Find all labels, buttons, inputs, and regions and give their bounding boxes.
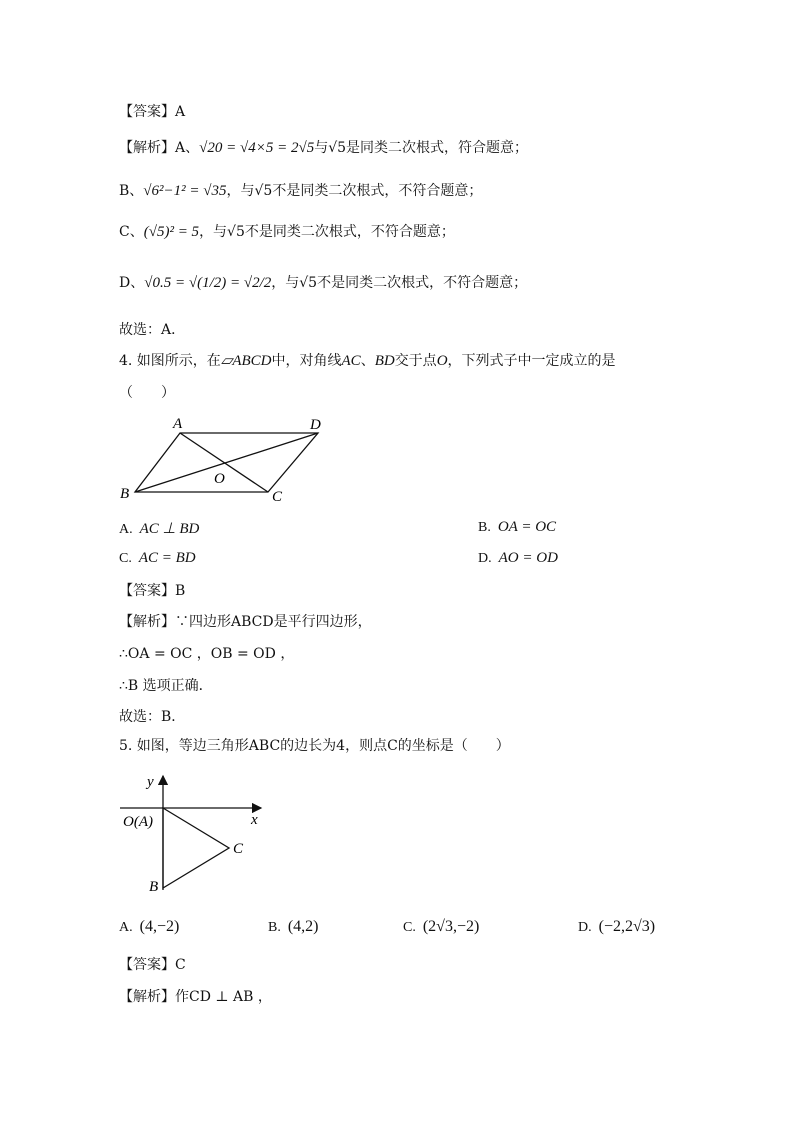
analysis-text: 与√5是同类二次根式，符合题意； [314, 140, 529, 156]
analysis-label: 【解析】 [119, 140, 175, 156]
q4-analysis-2: ∴OA = OC ，OB = OD ， [119, 646, 295, 662]
label-b: B [120, 486, 130, 502]
label-c: C [272, 489, 283, 505]
q4-option-c [119, 550, 196, 567]
coordinate-diagram [115, 768, 275, 898]
stem-text: 4. 如图所示，在 [119, 353, 221, 369]
option-text: (−2,2√3) [598, 918, 656, 935]
option-prefix: A、 [175, 140, 200, 156]
q5-analysis-1 [119, 986, 272, 1008]
analysis-label: 【解析】 [119, 989, 175, 1005]
q5-option-a [119, 918, 179, 936]
option-letter: C. [403, 920, 416, 935]
option-letter: D. [578, 920, 592, 935]
stem-var: AC [341, 353, 361, 369]
label-c: C [233, 841, 244, 857]
option-letter: A. [119, 522, 133, 537]
q4-answer: 【答案】B [119, 583, 186, 599]
label-a: A [173, 416, 183, 432]
label-b: B [149, 879, 159, 895]
analysis-text: ，与√5不是同类二次根式，不符合题意； [226, 183, 483, 199]
q3-answer: 【答案】A [119, 104, 186, 120]
option-letter: C. [119, 551, 132, 566]
label-x: x [251, 812, 258, 828]
option-prefix: C、 [119, 224, 144, 240]
option-letter: B. [268, 920, 281, 935]
q5-answer: 【答案】C [119, 957, 186, 973]
triangle-abc [163, 808, 229, 888]
math-expression: (√5)² = 5 [143, 224, 200, 240]
q4-analysis-3: ∴B 选项正确． [119, 678, 213, 694]
q3-analysis-d [119, 272, 527, 294]
analysis-text: 作CD ⊥ AB ， [175, 989, 272, 1005]
q3-analysis-a [119, 137, 528, 159]
analysis-text: ，与√5不是同类二次根式，不符合题意； [199, 224, 455, 240]
q4-analysis-1 [119, 611, 372, 633]
option-text: AO = OD [498, 550, 558, 566]
option-prefix: B、 [119, 183, 144, 199]
parallelogram-symbol: ▱ABCD [220, 353, 272, 369]
q4-option-b [478, 519, 556, 536]
label-origin: O(A) [123, 814, 153, 830]
q4-stem [119, 350, 616, 372]
stem-var: BD [374, 353, 395, 369]
analysis-text: ∵四边形ABCD是平行四边形， [175, 614, 372, 630]
stem-text: ，下列式子中一定成立的是 [447, 353, 616, 369]
option-text: AC ⊥ BD [139, 521, 200, 537]
q5-stem: 5. 如图，等边三角形ABC的边长为4，则点C的坐标是（ ） [119, 738, 510, 754]
q4-choice: 故选：B． [119, 709, 186, 725]
option-letter: D. [478, 551, 492, 566]
parallelogram-diagram [110, 408, 350, 508]
analysis-text: ，与√5不是同类二次根式，不符合题意； [271, 275, 528, 291]
analysis-label: 【解析】 [119, 614, 175, 630]
q5-option-d [578, 918, 655, 936]
label-d: D [310, 417, 321, 433]
q5-option-c [403, 918, 479, 936]
math-expression: √6²−1² = √35 [143, 183, 227, 199]
q3-analysis-c [119, 221, 455, 243]
stem-text: 、 [360, 353, 375, 369]
option-text: (4,−2) [139, 918, 180, 935]
q4-blank: （ ） [119, 385, 175, 401]
option-text: (4,2) [287, 918, 319, 935]
option-text: (2√3,−2) [422, 918, 480, 935]
option-text: OA = OC [497, 519, 557, 535]
q3-analysis-b [119, 180, 482, 202]
stem-var: O [436, 353, 448, 369]
option-prefix: D、 [119, 275, 145, 291]
option-text: AC = BD [138, 550, 196, 566]
label-y: y [147, 774, 154, 790]
option-letter: B. [478, 520, 491, 535]
math-expression: √20 = √4×5 = 2√5 [199, 140, 315, 156]
q5-option-b [268, 918, 319, 936]
q4-option-d [478, 550, 558, 567]
q3-choice: 故选：A． [119, 322, 186, 338]
stem-text: 中，对角线 [271, 353, 342, 369]
diagonal-bd [135, 433, 318, 492]
stem-text: 交于点 [394, 353, 437, 369]
option-letter: A. [119, 920, 133, 935]
math-expression: √0.5 = √(1/2) = √2/2 [144, 275, 272, 291]
q4-option-a [119, 519, 199, 538]
label-o: O [214, 471, 225, 487]
